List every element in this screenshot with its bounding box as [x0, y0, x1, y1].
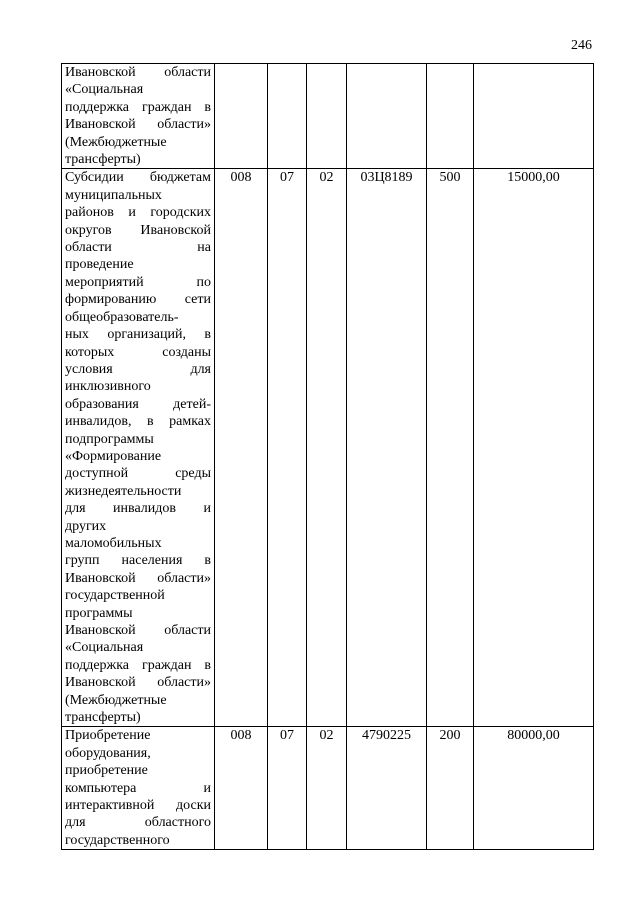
description-line: маломобильных	[65, 535, 162, 551]
description-line: Ивановской области	[65, 623, 211, 638]
cell-subsection	[307, 64, 347, 169]
row-description	[62, 727, 215, 850]
table-row	[62, 169, 594, 727]
description-line: трансферты)	[65, 710, 141, 726]
description-line: районов и городских	[65, 205, 211, 221]
description-line: Приобретение	[65, 728, 151, 744]
description-line: инвалидов, в рамках	[65, 414, 211, 430]
description-line: трансферты)	[65, 152, 141, 168]
table-row	[62, 64, 594, 169]
description-line: поддержка граждан в	[65, 657, 211, 673]
budget-table	[61, 63, 594, 850]
description-line: оборудования,	[65, 745, 151, 761]
description-line: области на	[65, 240, 211, 256]
cell-section	[268, 64, 307, 169]
description-line: «Формирование	[65, 448, 162, 464]
description-line: «Социальная	[65, 82, 144, 98]
description-line: жизнедеятельности	[65, 483, 182, 499]
description-line: формированию сети	[65, 292, 211, 308]
description-line: (Межбюджетные	[65, 692, 167, 708]
cell-subsection: 02	[307, 727, 347, 850]
description-line: образования детей-	[65, 396, 211, 412]
description-line: интерактивной доски	[65, 798, 211, 814]
cell-ministry-code: 008	[215, 169, 268, 727]
cell-amount: 15000,00	[474, 169, 594, 727]
description-line: Ивановской области»	[65, 675, 211, 691]
cell-expense-type: 200	[427, 727, 474, 850]
description-line: мероприятий по	[65, 274, 211, 290]
description-line: Ивановской области»	[65, 570, 211, 586]
row-description	[62, 64, 215, 169]
table-body	[62, 64, 594, 850]
description-line: государственной	[65, 588, 165, 604]
description-line: государственного	[65, 832, 170, 848]
description-line: для областного	[65, 815, 211, 831]
description-line: поддержка граждан в	[65, 99, 211, 115]
cell-amount: 80000,00	[474, 727, 594, 850]
cell-target-article: 03Ц8189	[347, 169, 427, 727]
cell-expense-type	[427, 64, 474, 169]
cell-target-article	[347, 64, 427, 169]
cell-target-article: 4790225	[347, 727, 427, 850]
cell-ministry-code	[215, 64, 268, 169]
description-line: групп населения в	[65, 553, 211, 569]
page-number: 246	[571, 38, 592, 53]
description-line: «Социальная	[65, 640, 144, 656]
description-line: программы	[65, 605, 133, 621]
table-row	[62, 727, 594, 850]
description-line: доступной среды	[65, 466, 211, 482]
description-line: ных организаций, в	[65, 327, 211, 343]
description-line: (Межбюджетные	[65, 134, 167, 150]
description-line: Ивановской области»	[65, 117, 211, 133]
cell-expense-type: 500	[427, 169, 474, 727]
cell-ministry-code: 008	[215, 727, 268, 850]
description-line: Ивановской области	[65, 65, 211, 80]
description-line: приобретение	[65, 763, 148, 779]
cell-section: 07	[268, 169, 307, 727]
description-line: которых созданы	[65, 344, 211, 360]
description-line: округов Ивановской	[65, 222, 211, 238]
cell-amount	[474, 64, 594, 169]
description-line: компьютера и	[65, 780, 211, 796]
cell-subsection: 02	[307, 169, 347, 727]
description-line: проведение	[65, 257, 134, 273]
row-description	[62, 169, 215, 727]
description-line: общеобразователь-	[65, 309, 179, 325]
description-line: инклюзивного	[65, 379, 151, 395]
description-line: других	[65, 518, 107, 534]
description-line: условия для	[65, 361, 211, 377]
description-line: муниципальных	[65, 187, 162, 203]
description-line: для инвалидов и	[65, 501, 211, 517]
description-line: Субсидии бюджетам	[65, 170, 211, 186]
cell-section: 07	[268, 727, 307, 850]
description-line: подпрограммы	[65, 431, 154, 447]
